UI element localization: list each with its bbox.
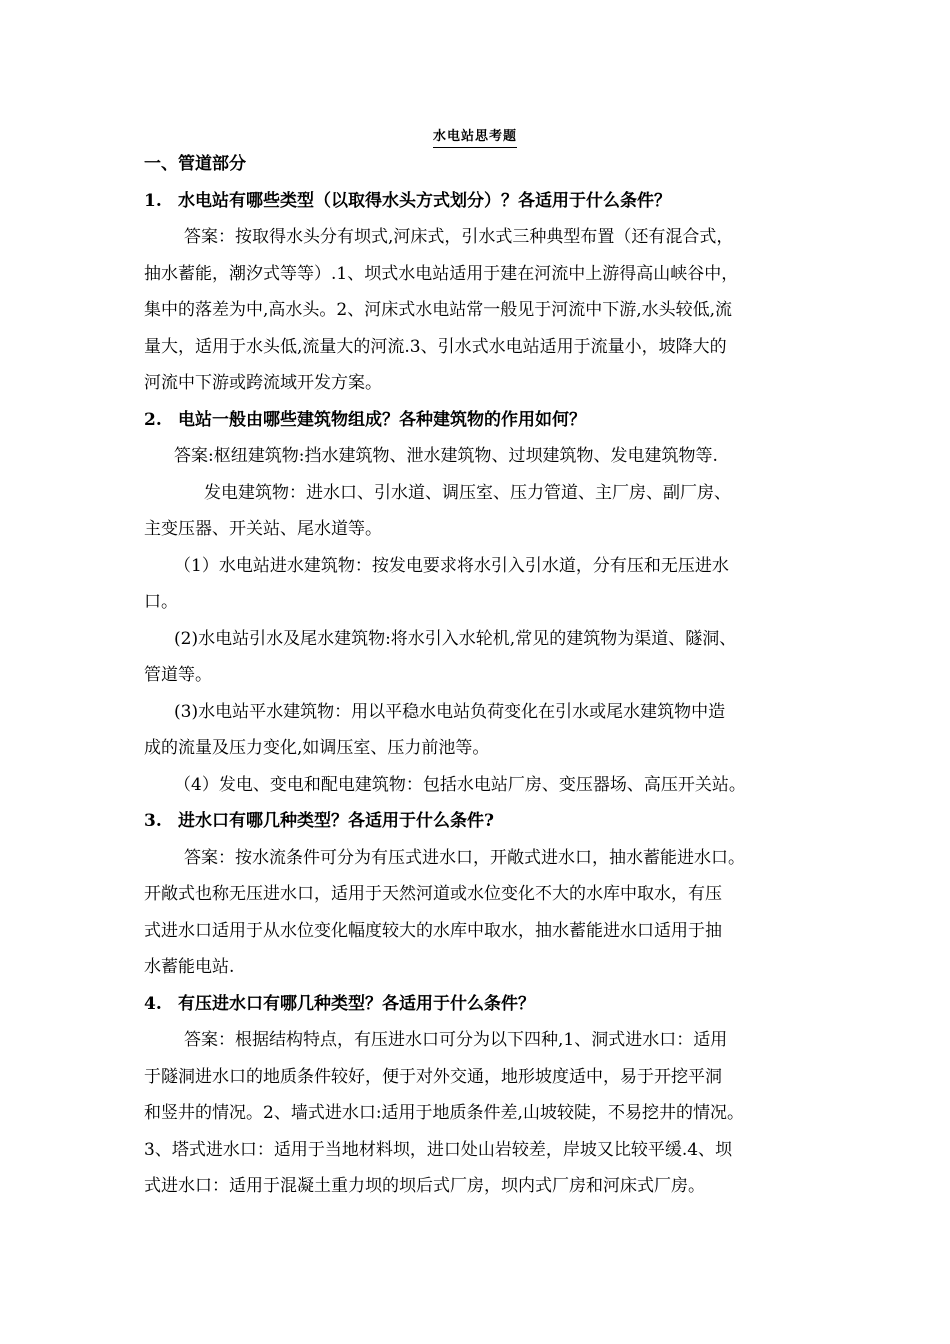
answer-line: (3)水电站平水建筑物：用以平稳水电站负荷变化在引水或尾水建筑物中造: [174, 701, 726, 722]
question-number: 4.: [144, 993, 162, 1014]
question-number: 2.: [144, 409, 162, 430]
document-title: 水电站思考题: [433, 128, 517, 148]
answer-line: 集中的落差为中,高水头。2、河床式水电站常一般见于河流中下游,水头较低,流: [144, 300, 733, 320]
answer-line: 开敞式也称无压进水口，适用于天然河道或水位变化不大的水库中取水，有压: [144, 884, 722, 904]
document-title-wrap: [0, 128, 950, 148]
answer-line: 式进水口适用于从水位变化幅度较大的水库中取水，抽水蓄能进水口适用于抽: [144, 920, 722, 941]
answer-line: 主变压器、开关站、尾水道等。: [144, 519, 382, 539]
answer-line: 和竖井的情况。2、墙式进水口:适用于地质条件差,山坡较陡，不易挖井的情况。: [144, 1103, 744, 1123]
answer-line: 成的流量及压力变化,如调压室、压力前池等。: [144, 738, 490, 758]
question-4: [144, 986, 812, 1023]
answer-line: 抽水蓄能，潮汐式等等）.1、坝式水电站适用于建在河流中上游得高山峡谷中，: [144, 263, 739, 284]
question-1: [144, 183, 812, 220]
answer-line: 答案:枢纽建筑物:挡水建筑物、泄水建筑物、过坝建筑物、发电建筑物等.: [174, 446, 718, 466]
answer-line: 口。: [144, 592, 178, 612]
answer-line: 于隧洞进水口的地质条件较好，便于对外交通，地形坡度适中，易于开挖平洞: [144, 1066, 722, 1087]
answer-line: 发电建筑物：进水口、引水道、调压室、压力管道、主厂房、副厂房、: [204, 482, 731, 503]
question-text: 有压进水口有哪几种类型？各适用于什么条件？: [178, 993, 535, 1014]
answer-line: 式进水口：适用于混凝土重力坝的坝后式厂房，坝内式厂房和河床式厂房。: [144, 1176, 705, 1196]
answer-line: 量大，适用于水头低,流量大的河流.3、引水式水电站适用于流量小，坡降大的: [144, 336, 727, 357]
question-3: [144, 803, 812, 840]
answer-line: 答案：根据结构特点，有压进水口可分为以下四种,1、洞式进水口：适用: [184, 1030, 728, 1050]
question-number: 3.: [144, 811, 162, 831]
answer-line: （1）水电站进水建筑物：按发电要求将水引入引水道，分有压和无压进水: [174, 555, 729, 576]
answer-line: (2)水电站引水及尾水建筑物:将水引入水轮机,常见的建筑物为渠道、隧洞、: [174, 628, 737, 649]
section-heading: 一、管道部分: [144, 154, 246, 174]
answer-line: 管道等。: [144, 665, 212, 685]
question-text: 进水口有哪几种类型？各适用于什么条件?: [178, 811, 494, 831]
question-text: 水电站有哪些类型（以取得水头方式划分）？各适用于什么条件？: [178, 190, 671, 211]
answer-line: 答案：按取得水头分有坝式,河床式，引水式三种典型布置（还有混合式，: [184, 227, 734, 247]
question-text: 电站一般由哪些建筑物组成？各种建筑物的作用如何？: [178, 409, 586, 430]
document-body: [144, 146, 812, 1205]
question-number: 1.: [144, 190, 162, 211]
answer-line: 水蓄能电站.: [144, 957, 235, 977]
answer-line: 3、塔式进水口：适用于当地材料坝，进口处山岩较差，岸坡又比较平缓.4、坝: [144, 1139, 733, 1160]
answer-line: 答案：按水流条件可分为有压式进水口，开敞式进水口，抽水蓄能进水口。: [184, 847, 745, 868]
answer-line: 河流中下游或跨流域开发方案。: [144, 373, 382, 393]
answer-line: （4）发电、变电和配电建筑物：包括水电站厂房、变压器场、高压开关站。: [174, 774, 746, 795]
question-2: [144, 402, 812, 439]
